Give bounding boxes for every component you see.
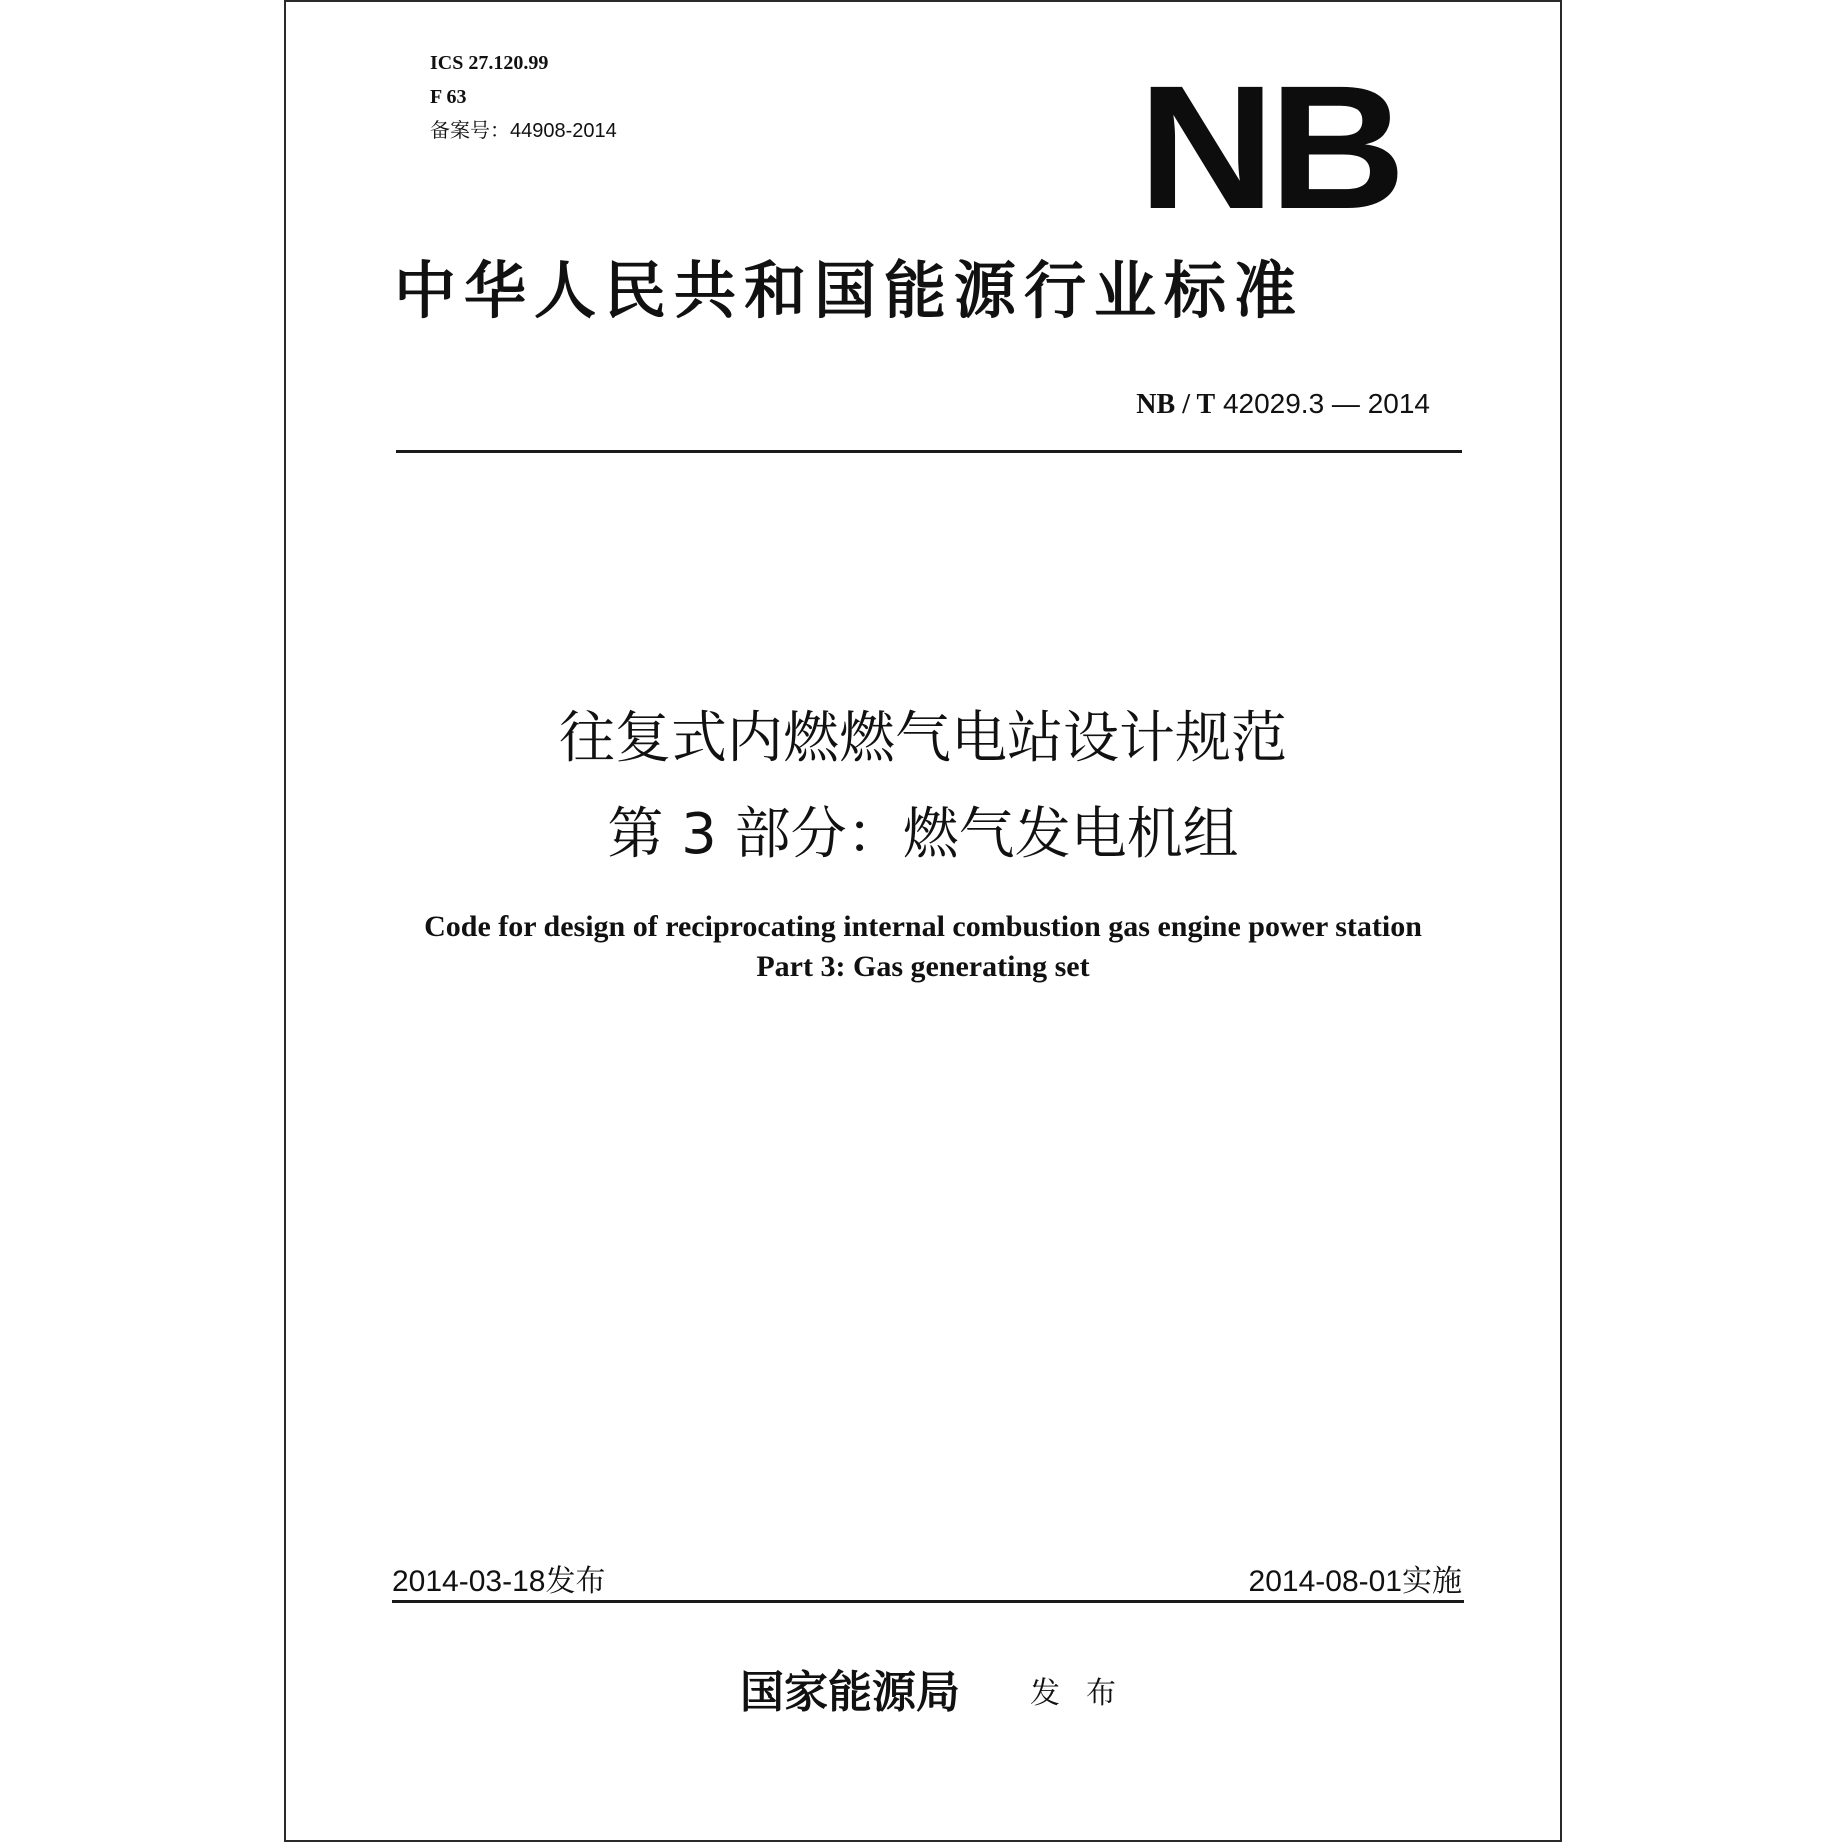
english-title-line-2: Part 3: Gas generating set [756, 950, 1090, 983]
issue-date: 2014-03-18发布 [392, 1565, 606, 1598]
ics-code: ICS 27.120.99 [430, 52, 549, 74]
chinese-title-line-1: 往复式内燃燃气电站设计规范 [559, 706, 1287, 771]
filing-number: 备案号：44908-2014 [430, 120, 617, 142]
english-title-line-1: Code for design of reciprocating internal combustion gas engine power station [424, 910, 1422, 943]
effective-date: 2014-08-01实施 [1248, 1565, 1462, 1598]
publisher-name: 国家能源局 [740, 1667, 960, 1718]
publish-label: 发布 [1030, 1676, 1142, 1711]
ccs-code: F 63 [430, 86, 467, 108]
nb-logo: NB [1138, 50, 1400, 246]
standard-number [1136, 388, 1430, 421]
industry-standard-title: 中华人民共和国能源行业标准 [394, 254, 1305, 327]
bottom-divider [392, 1600, 1464, 1603]
standard-code: 42029.3 — 2014 [1222, 388, 1430, 419]
standard-prefix: NB / T [1136, 389, 1216, 420]
chinese-title-line-2: 第 3 部分：燃气发电机组 [607, 802, 1239, 867]
top-divider [396, 450, 1462, 453]
classification-block [430, 46, 617, 148]
